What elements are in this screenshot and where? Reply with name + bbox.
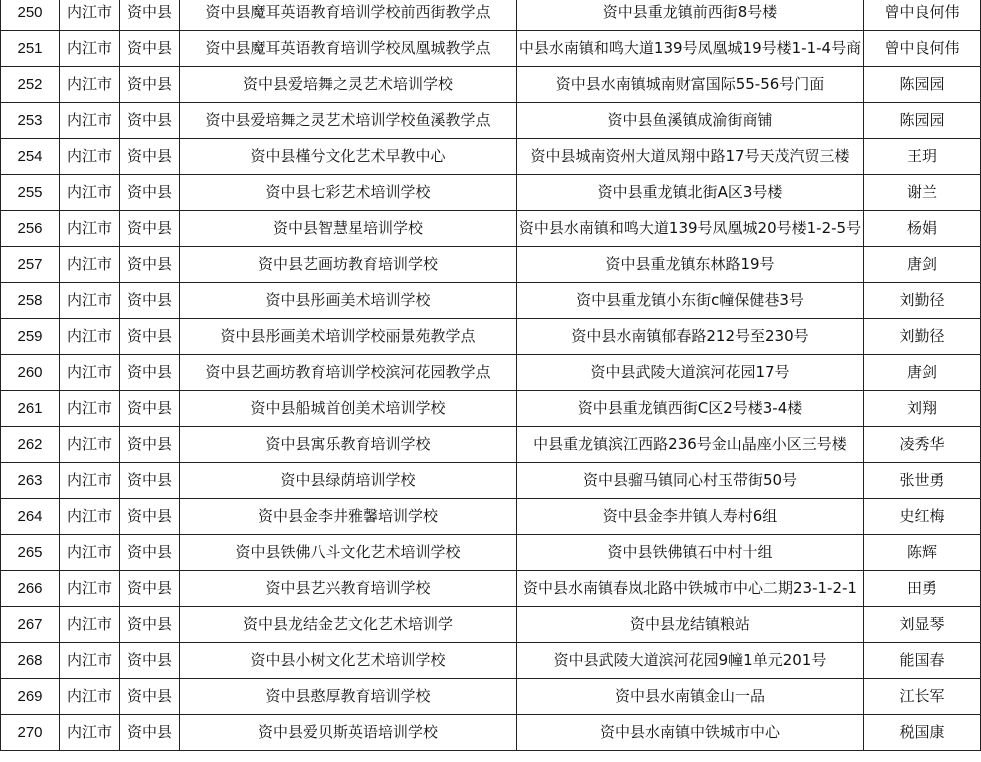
table-row [1, 679, 981, 715]
address-cell[interactable]: 资中县水南镇郁春路212号至230号 [517, 319, 864, 355]
row-number-cell[interactable]: 260 [1, 355, 60, 391]
table-body [1, 0, 981, 751]
table-row [1, 283, 981, 319]
address-cell[interactable]: 资中县水南镇金山一品 [517, 679, 864, 715]
row-number-cell[interactable]: 267 [1, 607, 60, 643]
address-cell[interactable]: 资中县水南镇和鸣大道139号凤凰城20号楼1-2-5号 [517, 211, 864, 247]
table-row [1, 499, 981, 535]
table-row [1, 427, 981, 463]
row-number-cell[interactable]: 255 [1, 175, 60, 211]
person-cell[interactable]: 杨娟 [864, 211, 981, 247]
row-number-cell[interactable]: 256 [1, 211, 60, 247]
person-cell[interactable]: 刘勤径 [864, 283, 981, 319]
table-row [1, 319, 981, 355]
school-name-cell[interactable]: 资中县魔耳英语教育培训学校凤凰城教学点 [180, 31, 517, 67]
city-cell[interactable]: 内江市 [60, 607, 120, 643]
row-number-cell[interactable]: 262 [1, 427, 60, 463]
address-cell[interactable]: 资中县水南镇春岚北路中铁城市中心二期23-1-2-1 [517, 571, 864, 607]
school-name-cell[interactable]: 资中县艺兴教育培训学校 [180, 571, 517, 607]
address-cell[interactable]: 资中县水南镇中铁城市中心 [517, 715, 864, 751]
row-number-cell[interactable]: 259 [1, 319, 60, 355]
person-cell[interactable]: 王玥 [864, 139, 981, 175]
address-cell[interactable]: 资中县重龙镇前西街8号楼 [517, 0, 864, 31]
school-name-cell[interactable]: 资中县魔耳英语教育培训学校前西街教学点 [180, 0, 517, 31]
county-cell[interactable]: 资中县 [120, 571, 180, 607]
school-name-cell[interactable]: 资中县爱培舞之灵艺术培训学校 [180, 67, 517, 103]
school-name-cell[interactable]: 资中县爱培舞之灵艺术培训学校鱼溪教学点 [180, 103, 517, 139]
address-cell[interactable]: 资中县鱼溪镇成渝街商铺 [517, 103, 864, 139]
row-number-cell[interactable]: 263 [1, 463, 60, 499]
county-cell[interactable]: 资中县 [120, 499, 180, 535]
school-name-cell[interactable]: 资中县憨厚教育培训学校 [180, 679, 517, 715]
row-number-cell[interactable]: 269 [1, 679, 60, 715]
county-cell[interactable]: 资中县 [120, 355, 180, 391]
address-cell[interactable]: 资中县武陵大道滨河花园9幢1单元201号 [517, 643, 864, 679]
address-cell[interactable]: 资中县金李井镇人寿村6组 [517, 499, 864, 535]
table-row [1, 391, 981, 427]
table-row [1, 67, 981, 103]
school-name-cell[interactable]: 资中县艺画坊教育培训学校 [180, 247, 517, 283]
table-row [1, 355, 981, 391]
person-cell[interactable]: 陈园园 [864, 103, 981, 139]
city-cell[interactable]: 内江市 [60, 211, 120, 247]
address-cell[interactable]: 资中县城南资州大道凤翔中路17号天茂汽贸三楼 [517, 139, 864, 175]
school-name-cell[interactable]: 资中县爱贝斯英语培训学校 [180, 715, 517, 751]
address-cell[interactable]: 资中县重龙镇北街A区3号楼 [517, 175, 864, 211]
county-cell[interactable]: 资中县 [120, 103, 180, 139]
city-cell[interactable]: 内江市 [60, 247, 120, 283]
row-number-cell[interactable]: 266 [1, 571, 60, 607]
city-cell[interactable]: 内江市 [60, 463, 120, 499]
city-cell[interactable]: 内江市 [60, 715, 120, 751]
table-row [1, 0, 981, 31]
county-cell[interactable]: 资中县 [120, 463, 180, 499]
city-cell[interactable]: 内江市 [60, 319, 120, 355]
city-cell[interactable]: 内江市 [60, 355, 120, 391]
school-name-cell[interactable]: 资中县七彩艺术培训学校 [180, 175, 517, 211]
row-number-cell[interactable]: 252 [1, 67, 60, 103]
person-cell[interactable]: 陈辉 [864, 535, 981, 571]
address-cell[interactable]: 资中县铁佛镇石中村十组 [517, 535, 864, 571]
school-name-cell[interactable]: 资中县船城首创美术培训学校 [180, 391, 517, 427]
row-number-cell[interactable]: 250 [1, 0, 60, 31]
school-name-cell[interactable]: 资中县金李井雅馨培训学校 [180, 499, 517, 535]
table-row [1, 715, 981, 751]
school-name-cell[interactable]: 资中县龙结金艺文化艺术培训学 [180, 607, 517, 643]
person-cell[interactable]: 张世勇 [864, 463, 981, 499]
county-cell[interactable]: 资中县 [120, 67, 180, 103]
county-cell[interactable]: 资中县 [120, 175, 180, 211]
row-number-cell[interactable]: 265 [1, 535, 60, 571]
address-cell[interactable]: 中县重龙镇滨江西路236号金山晶座小区三号楼 [517, 427, 864, 463]
city-cell[interactable]: 内江市 [60, 139, 120, 175]
city-cell[interactable]: 内江市 [60, 283, 120, 319]
person-cell[interactable]: 刘勤径 [864, 319, 981, 355]
row-number-cell[interactable]: 251 [1, 31, 60, 67]
address-cell[interactable]: 中县水南镇和鸣大道139号凤凰城19号楼1-1-4号商 [517, 31, 864, 67]
city-cell[interactable]: 内江市 [60, 175, 120, 211]
row-number-cell[interactable]: 268 [1, 643, 60, 679]
school-name-cell[interactable]: 资中县寓乐教育培训学校 [180, 427, 517, 463]
county-cell[interactable]: 资中县 [120, 319, 180, 355]
person-cell[interactable]: 曾中良何伟 [864, 0, 981, 31]
table-row [1, 31, 981, 67]
person-cell[interactable]: 谢兰 [864, 175, 981, 211]
county-cell[interactable]: 资中县 [120, 139, 180, 175]
person-cell[interactable]: 江长军 [864, 679, 981, 715]
person-cell[interactable]: 曾中良何伟 [864, 31, 981, 67]
table-row [1, 103, 981, 139]
person-cell[interactable]: 史红梅 [864, 499, 981, 535]
school-name-cell[interactable]: 资中县艺画坊教育培训学校滨河花园教学点 [180, 355, 517, 391]
row-number-cell[interactable]: 258 [1, 283, 60, 319]
city-cell[interactable]: 内江市 [60, 391, 120, 427]
address-cell[interactable]: 资中县武陵大道滨河花园17号 [517, 355, 864, 391]
person-cell[interactable]: 唐剑 [864, 247, 981, 283]
row-number-cell[interactable]: 254 [1, 139, 60, 175]
table-row [1, 247, 981, 283]
county-cell[interactable]: 资中县 [120, 715, 180, 751]
table-row [1, 643, 981, 679]
school-name-cell[interactable]: 资中县铁佛八斗文化艺术培训学校 [180, 535, 517, 571]
address-cell[interactable]: 资中县重龙镇西街C区2号楼3-4楼 [517, 391, 864, 427]
person-cell[interactable]: 税国康 [864, 715, 981, 751]
person-cell[interactable]: 唐剑 [864, 355, 981, 391]
county-cell[interactable]: 资中县 [120, 211, 180, 247]
school-name-cell[interactable]: 资中县槿兮文化艺术早教中心 [180, 139, 517, 175]
person-cell[interactable]: 凌秀华 [864, 427, 981, 463]
county-cell[interactable]: 资中县 [120, 0, 180, 31]
school-name-cell[interactable]: 资中县智慧星培训学校 [180, 211, 517, 247]
table-row [1, 211, 981, 247]
county-cell[interactable]: 资中县 [120, 31, 180, 67]
address-cell[interactable]: 资中县龙结镇粮站 [517, 607, 864, 643]
city-cell[interactable]: 内江市 [60, 31, 120, 67]
row-number-cell[interactable]: 253 [1, 103, 60, 139]
table-row [1, 139, 981, 175]
city-cell[interactable]: 内江市 [60, 67, 120, 103]
row-number-cell[interactable]: 270 [1, 715, 60, 751]
county-cell[interactable]: 资中县 [120, 247, 180, 283]
school-name-cell[interactable]: 资中县小树文化艺术培训学校 [180, 643, 517, 679]
county-cell[interactable]: 资中县 [120, 283, 180, 319]
table-row [1, 607, 981, 643]
row-number-cell[interactable]: 257 [1, 247, 60, 283]
table-row [1, 571, 981, 607]
person-cell[interactable]: 能国春 [864, 643, 981, 679]
county-cell[interactable]: 资中县 [120, 607, 180, 643]
person-cell[interactable]: 刘显琴 [864, 607, 981, 643]
address-cell[interactable]: 资中县重龙镇东林路19号 [517, 247, 864, 283]
county-cell[interactable]: 资中县 [120, 391, 180, 427]
school-name-cell[interactable]: 资中县彤画美术培训学校 [180, 283, 517, 319]
table-row [1, 175, 981, 211]
person-cell[interactable]: 刘翔 [864, 391, 981, 427]
city-cell[interactable]: 内江市 [60, 103, 120, 139]
city-cell[interactable]: 内江市 [60, 499, 120, 535]
address-cell[interactable]: 资中县重龙镇小东街c幢保健巷3号 [517, 283, 864, 319]
address-cell[interactable]: 资中县水南镇城南财富国际55-56号门面 [517, 67, 864, 103]
city-cell[interactable]: 内江市 [60, 0, 120, 31]
city-cell[interactable]: 内江市 [60, 571, 120, 607]
city-cell[interactable]: 内江市 [60, 535, 120, 571]
county-cell[interactable]: 资中县 [120, 427, 180, 463]
city-cell[interactable]: 内江市 [60, 643, 120, 679]
city-cell[interactable]: 内江市 [60, 427, 120, 463]
row-number-cell[interactable]: 261 [1, 391, 60, 427]
table-row [1, 535, 981, 571]
table-row [1, 463, 981, 499]
county-cell[interactable]: 资中县 [120, 643, 180, 679]
address-cell[interactable]: 资中县骝马镇同心村玉带街50号 [517, 463, 864, 499]
school-name-cell[interactable]: 资中县绿荫培训学校 [180, 463, 517, 499]
person-cell[interactable]: 田勇 [864, 571, 981, 607]
person-cell[interactable]: 陈园园 [864, 67, 981, 103]
row-number-cell[interactable]: 264 [1, 499, 60, 535]
county-cell[interactable]: 资中县 [120, 679, 180, 715]
county-cell[interactable]: 资中县 [120, 535, 180, 571]
school-name-cell[interactable]: 资中县彤画美术培训学校丽景苑教学点 [180, 319, 517, 355]
city-cell[interactable]: 内江市 [60, 679, 120, 715]
